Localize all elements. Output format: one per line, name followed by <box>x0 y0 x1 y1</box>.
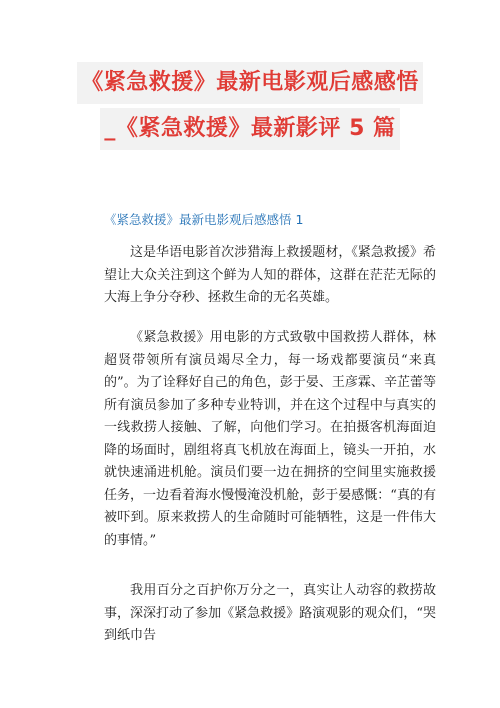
paragraph-1-container <box>104 242 436 310</box>
paragraph-1: 这是华语电影首次涉猎海上救援题材，《紧急救援》希望让大众关注到这个鲜为人知的群体，这群在茫茫无际的大海上争分夺秒、拯救生命的无名英雄。 <box>104 245 436 305</box>
title-line-2: _《紧急救援》最新影评 5 篇 <box>100 108 399 150</box>
section-heading: 《紧急救援》最新电影观后感感悟 1 <box>104 212 304 227</box>
paragraph-3: 我用百分之百护你万分之一，真实让人动容的救捞故事，深深打动了参加《紧急救援》路演观影的观众们，“哭到纸巾告 <box>104 583 436 643</box>
title-line-1: 《紧急救援》最新电影观后感感悟 <box>77 62 423 104</box>
paragraph-2-container <box>104 327 436 552</box>
document-title <box>0 62 500 150</box>
paragraph-2: 《紧急救援》用电影的方式致敬中国救捞人群体，林超贤带领所有演员竭尽全力，每一场戏都要演员“来真的”。为了诠释好自己的角色，彭于晏、王彦霖、辛芷蕾等所有演员参加了多种专业特训，并在这个过程中与真实的一线救捞人接触、了解，向他们学习。在拍摄客机海面迫降的场面时，剧组将真飞机放在海面上，镜头一开拍，水就快速涌进机舱。演员们要一边在拥挤的空间里实施救援任务，一边看着海水慢慢淹没机舱，彭于晏感慨：“真的有被吓到。原来救捞人的生命随时可能牺牲，这是一件伟大的事情。” <box>104 330 436 548</box>
paragraph-3-container <box>104 580 436 648</box>
